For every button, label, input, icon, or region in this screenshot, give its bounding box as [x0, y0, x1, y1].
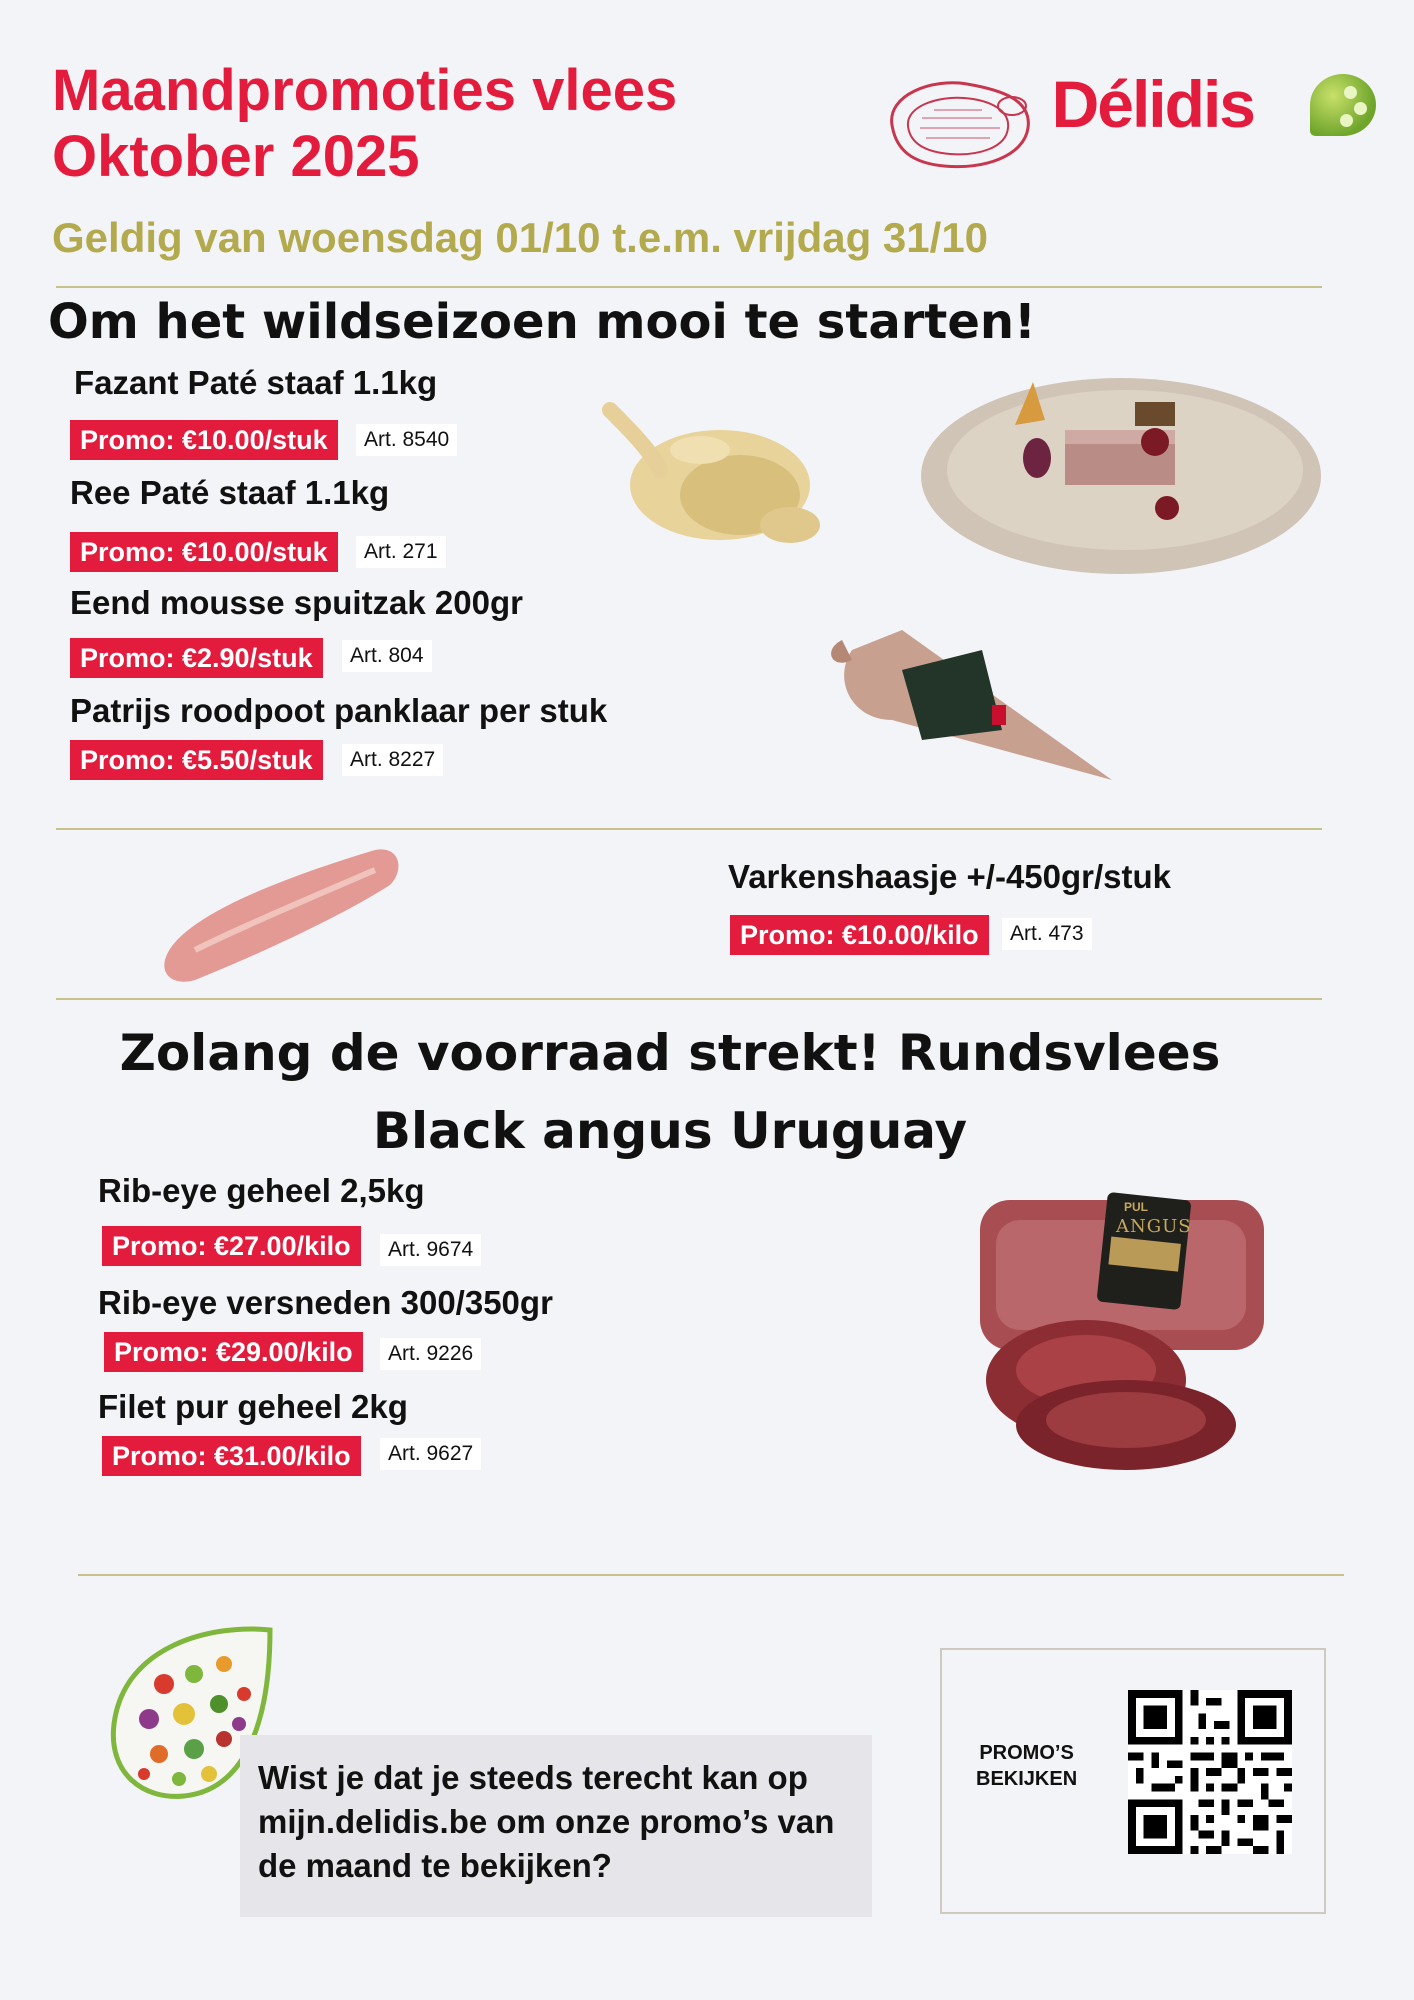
divider	[56, 828, 1322, 830]
article-number: Art. 8227	[342, 744, 443, 776]
leaf-logo-icon	[1310, 74, 1376, 136]
article-number: Art. 9627	[380, 1438, 481, 1470]
product-name: Fazant Paté staaf 1.1kg	[74, 364, 438, 401]
pheasant-image	[590, 390, 830, 570]
promo-badge: Promo: €10.00/kilo	[730, 915, 989, 955]
section-heading-wild: Om het wildseizoen mooi te starten!	[48, 294, 1036, 350]
divider	[78, 1574, 1344, 1576]
article-number: Art. 271	[356, 536, 446, 568]
promo-badge: Promo: €5.50/stuk	[70, 740, 323, 780]
product-name: Rib-eye versneden 300/350gr	[98, 1284, 553, 1321]
divider	[56, 998, 1322, 1000]
section-heading-beef	[80, 1014, 1260, 1170]
info-text: Wist je dat je steeds terecht kan op mijn.delidis.be om onze promo’s van de maand te bekijken?	[258, 1759, 835, 1884]
pork-tenderloin-image	[155, 840, 410, 990]
heading-line-2: Black angus Uruguay	[372, 1102, 968, 1160]
promo-badge: Promo: €2.90/stuk	[70, 638, 323, 678]
brand-logo: Délidis	[1051, 67, 1254, 141]
label-brand: PUL	[1124, 1200, 1148, 1214]
pate-plate-image	[915, 370, 1327, 580]
product-name: Rib-eye geheel 2,5kg	[98, 1172, 425, 1209]
qr-label-line-1: PROMO’S	[979, 1742, 1074, 1764]
qr-label-line-2: BEKIJKEN	[976, 1768, 1078, 1790]
qr-code[interactable]	[1128, 1690, 1292, 1854]
article-number: Art. 9674	[380, 1234, 481, 1266]
product-name: Ree Paté staaf 1.1kg	[70, 474, 390, 511]
article-number: Art. 473	[1002, 918, 1092, 950]
promo-badge: Promo: €10.00/stuk	[70, 532, 338, 572]
validity-text: Geldig van woensdag 01/10 t.e.m. vrijdag 31/10	[52, 214, 989, 261]
divider	[56, 286, 1322, 288]
promo-badge: Promo: €31.00/kilo	[102, 1436, 361, 1476]
page-title	[52, 58, 677, 190]
product-name: Filet pur geheel 2kg	[98, 1388, 408, 1425]
mousse-piping-bag-image	[812, 610, 1122, 790]
promo-badge: Promo: €29.00/kilo	[104, 1332, 363, 1372]
promo-badge: Promo: €27.00/kilo	[102, 1226, 361, 1266]
article-number: Art. 9226	[380, 1338, 481, 1370]
product-name: Varkenshaasje +/-450gr/stuk	[728, 858, 1172, 895]
steak-illustration	[872, 70, 1042, 180]
qr-label	[976, 1740, 1077, 1792]
promo-badge: Promo: €10.00/stuk	[70, 420, 338, 460]
title-line-2: Oktober 2025	[52, 124, 420, 189]
heading-line-1: Zolang de voorraad strekt! Rundsvlees	[119, 1024, 1221, 1082]
title-line-1: Maandpromoties vlees	[52, 58, 678, 123]
article-number: Art. 804	[342, 640, 432, 672]
article-number: Art. 8540	[356, 424, 457, 456]
label-text: ANGUS	[1116, 1216, 1192, 1237]
product-name: Eend mousse spuitzak 200gr	[70, 584, 523, 621]
product-name: Patrijs roodpoot panklaar per stuk	[70, 692, 608, 729]
black-angus-beef-image	[976, 1170, 1268, 1480]
